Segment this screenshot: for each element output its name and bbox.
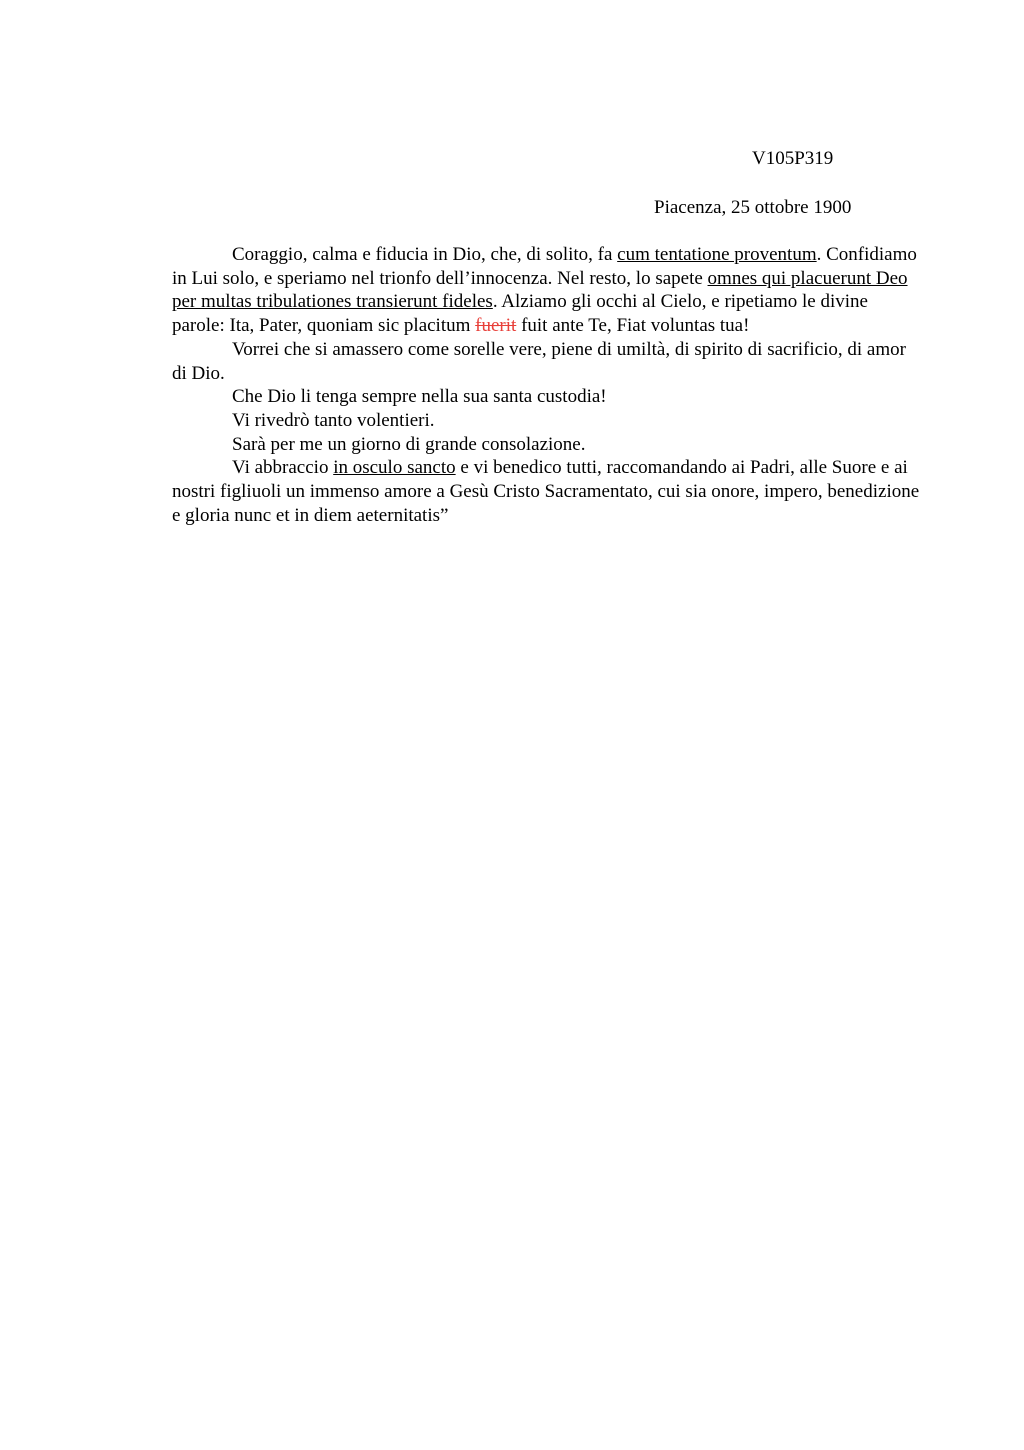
paragraph-3: Che Dio li tenga sempre nella sua santa custodia! [232,386,607,408]
underlined-latin-phrase-1: cum tentatione proventum [617,244,817,265]
paragraph-1 [172,243,922,338]
paragraph-1-text-c: . Alziamo gli occhi al Cielo, e ripetiamo le divine parole: Ita, Pater, quoniam sic placitum [172,291,868,337]
paragraph-4: Vi rivedrò tanto volentieri. [232,409,435,431]
paragraph-1-text-a: Coraggio, calma e fiducia in Dio, che, di solito, fa [232,244,618,265]
underlined-latin-phrase-2: omnes qui placuerunt Deo per multas tribulationes transierunt fideles [172,267,908,313]
place-date: Piacenza, 25 ottobre 1900 [654,197,852,218]
struck-word: fuerit [475,315,517,337]
paragraph-2: Vorrei che si amassero come sorelle vere, piene di umiltà, di spirito di sacrificio, di amor di Dio. [172,338,906,384]
paragraph-5: Sarà per me un giorno di grande consolazione. [232,433,586,455]
paragraph-6-text-b: e vi benedico tutti, raccomandando ai Padri, alle Suore e ai nostri figliuoli un immenso amore a Gesù Cristo Sacramentato, cui sia onore, impero, benedizione e gloria nunc et in diem aeternitatis” [172,457,920,526]
paragraph-1-text-d: fuit ante Te, Fiat voluntas tua! [516,315,750,337]
paragraph-6-text-a: Vi abbraccio [232,457,334,479]
letter-body [172,243,922,527]
underlined-latin-phrase-3: in osculo sancto [333,457,456,479]
paragraph-6 [172,456,922,527]
paragraph-1-text-b: . Confidiamo in Lui solo, e speriamo nel trionfo dell’innocenza. Nel resto, lo sapete [172,244,917,289]
reference-code: V105P319 [752,148,834,169]
